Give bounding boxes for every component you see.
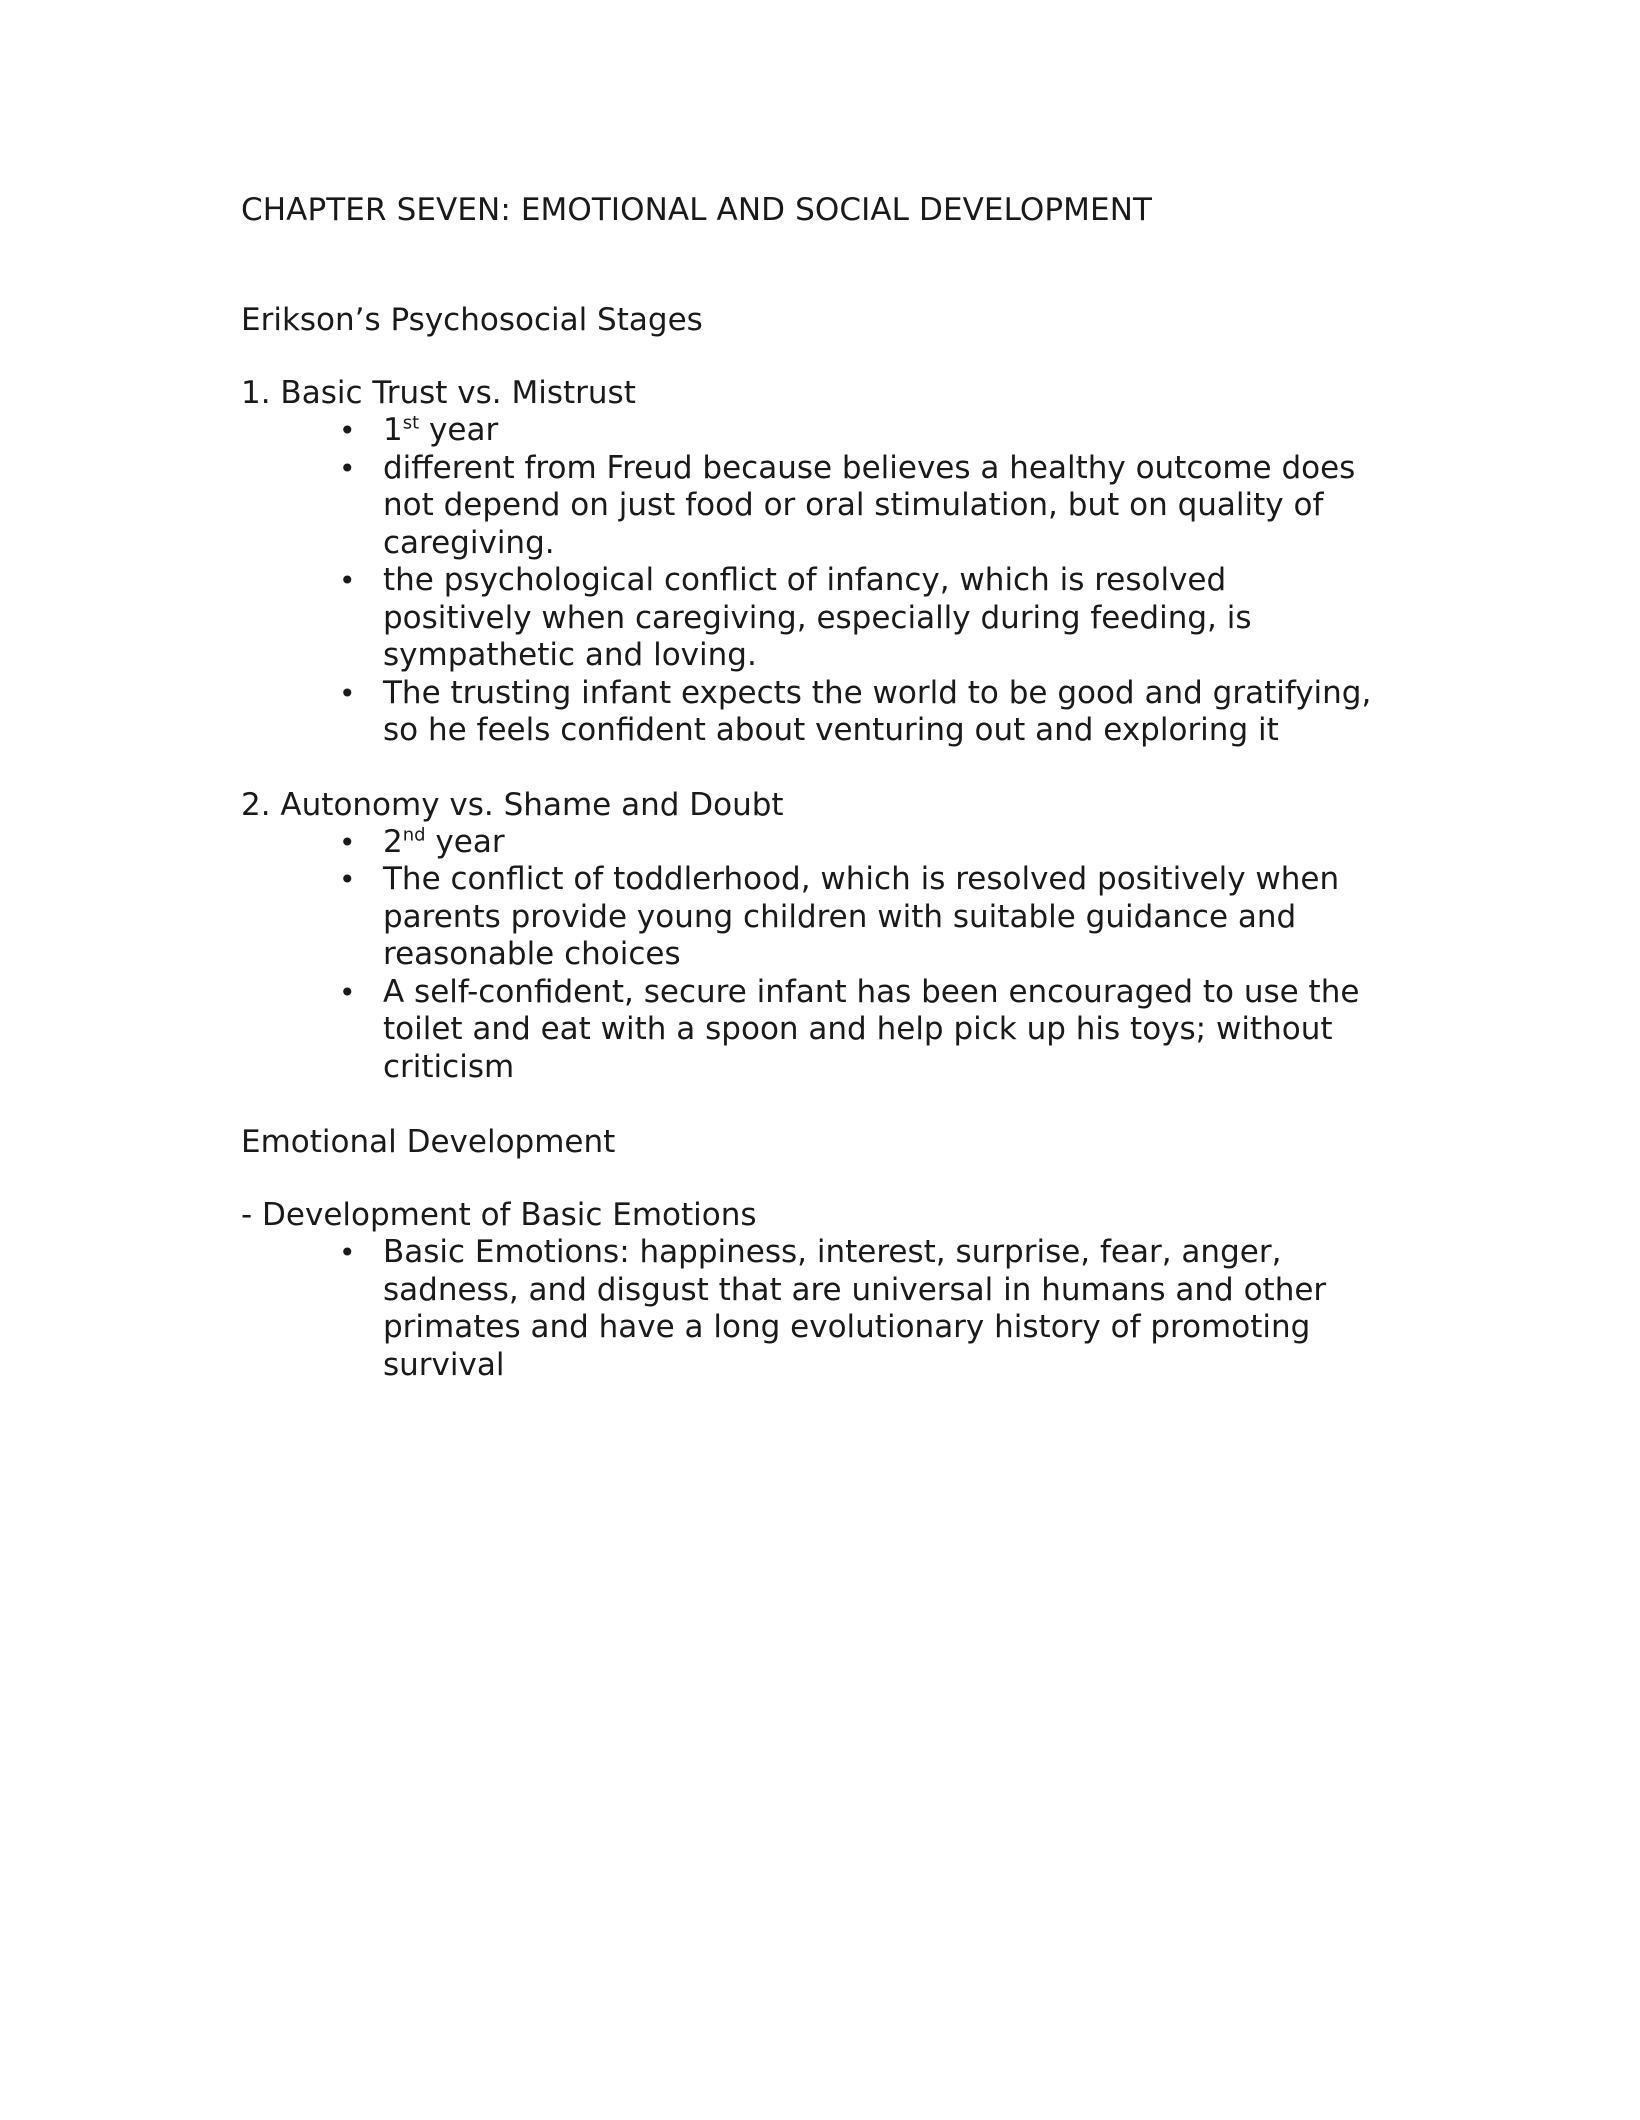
bullet-text: the psychological conflict of infancy, which is resolved positively when caregiving, especially during feeding, is sympathetic and loving.: [383, 562, 1252, 673]
list-item: [241, 1234, 1383, 1384]
year-word: year: [419, 412, 499, 448]
bullet-icon: •: [339, 676, 356, 710]
bullet-text: Basic Emotions: happiness, interest, surprise, fear, anger, sadness, and disgust that are universal in humans and other primates and have a long evolutionary history of promoting survival: [383, 1234, 1327, 1383]
stage-2-bullet-list: [241, 824, 1421, 1087]
bullet-icon: •: [339, 863, 356, 896]
bullet-icon: •: [339, 825, 356, 859]
document-page: [241, 190, 1421, 1420]
bullet-text: The conflict of toddlerhood, which is resolved positively when parents provide young children with suitable guidance and reasonable choices: [383, 861, 1340, 972]
list-item: [241, 450, 1383, 563]
section-heading-erikson: Erikson’s Psychosocial Stages: [241, 302, 703, 338]
year-suffix: nd: [402, 824, 426, 846]
bullet-icon: •: [339, 414, 356, 447]
year-suffix: st: [402, 412, 420, 434]
bullet-icon: •: [339, 1236, 356, 1269]
bullet-icon: •: [339, 975, 356, 1009]
chapter-title: CHAPTER SEVEN: EMOTIONAL AND SOCIAL DEVELOPMENT: [241, 192, 1153, 228]
stage-heading-1: 1. Basic Trust vs. Mistrust: [241, 375, 636, 411]
bullet-text: different from Freud because believes a healthy outcome does not depend on just food or oral stimulation, but on quality of caregiving.: [383, 449, 1356, 561]
stage-heading-2: 2. Autonomy vs. Shame and Doubt: [241, 786, 784, 823]
year-number: 1: [383, 412, 403, 448]
bullet-icon: •: [339, 451, 356, 485]
list-item: [241, 412, 1383, 450]
list-item: [241, 824, 1383, 862]
year-number: 2: [383, 823, 403, 860]
bullet-text: A self-confident, secure infant has been encouraged to use the toilet and eat with a spoon and help pick up his toys; without criticism: [383, 973, 1360, 1085]
subheading-basic-emotions: - Development of Basic Emotions: [241, 1197, 757, 1233]
list-item: [241, 861, 1383, 974]
emotions-bullet-list: [241, 1234, 1421, 1384]
list-item: [241, 974, 1383, 1087]
stage-1-bullet-list: [241, 412, 1421, 750]
list-item: [241, 562, 1383, 675]
bullet-text: The trusting infant expects the world to be good and gratifying, so he feels confident about venturing out and exploring it: [383, 674, 1372, 748]
section-heading-emotional: Emotional Development: [241, 1124, 616, 1160]
year-word: year: [425, 823, 505, 860]
list-item: [241, 675, 1383, 750]
bullet-icon: •: [339, 564, 356, 597]
